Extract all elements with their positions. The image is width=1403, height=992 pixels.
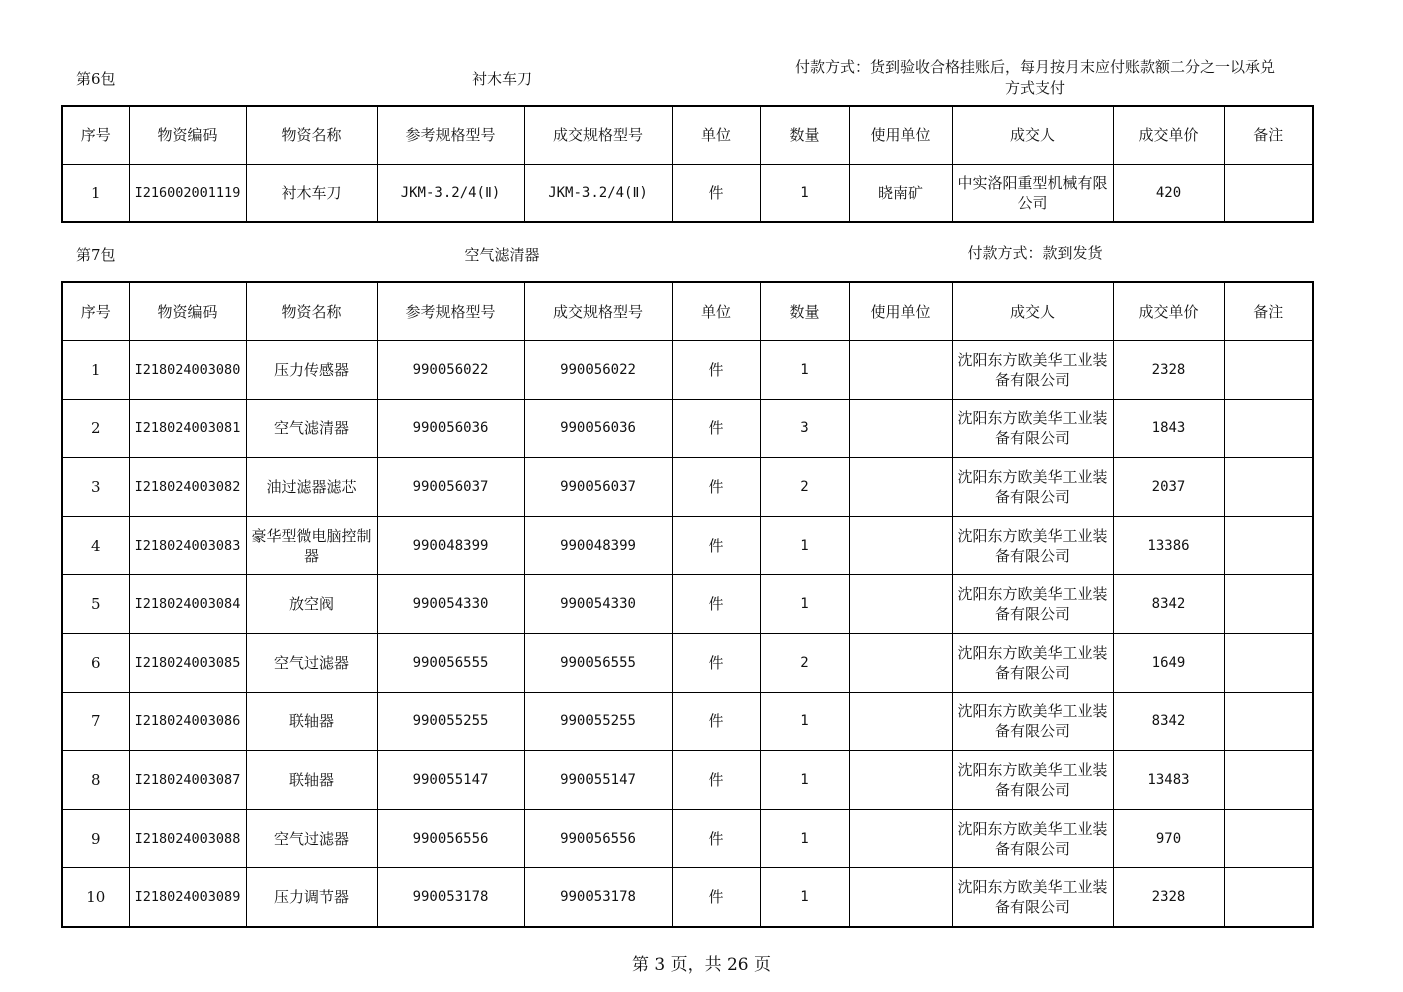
cell-user bbox=[849, 341, 952, 400]
table-row bbox=[62, 516, 1313, 575]
cell-deal-spec: 990056022 bbox=[524, 341, 672, 400]
table-row bbox=[62, 809, 1313, 868]
column-header-no: 序号 bbox=[62, 106, 129, 164]
cell-qty: 1 bbox=[760, 516, 849, 575]
cell-ref-spec: 990056555 bbox=[377, 634, 524, 693]
column-header-deal-spec: 成交规格型号 bbox=[524, 106, 672, 164]
column-header-qty: 数量 bbox=[760, 282, 849, 341]
column-header-user: 使用单位 bbox=[849, 106, 952, 164]
cell-deal-spec: 990056556 bbox=[524, 809, 672, 868]
cell-name: 空气过滤器 bbox=[246, 634, 377, 693]
cell-user: 晓南矿 bbox=[849, 164, 952, 222]
cell-name: 压力调节器 bbox=[246, 868, 377, 927]
cell-price: 2328 bbox=[1113, 341, 1224, 400]
cell-no: 10 bbox=[62, 868, 129, 927]
package6-title: 衬木车刀 bbox=[471, 70, 532, 88]
column-header-code: 物资编码 bbox=[129, 282, 246, 341]
cell-name: 豪华型微电脑控制器 bbox=[246, 516, 377, 575]
column-header-name: 物资名称 bbox=[246, 106, 377, 164]
cell-ref-spec: 990053178 bbox=[377, 868, 524, 927]
column-header-name: 物资名称 bbox=[246, 282, 377, 341]
cell-name: 放空阀 bbox=[246, 575, 377, 634]
table-row bbox=[62, 341, 1313, 400]
table-row bbox=[62, 458, 1313, 517]
package6-payment-line2: 方式支付 bbox=[1004, 79, 1065, 97]
cell-deal-spec: 990056555 bbox=[524, 634, 672, 693]
package6-table bbox=[61, 105, 1314, 223]
package7-label: 第7包 bbox=[76, 246, 116, 264]
cell-ref-spec: JKM-3.2/4(Ⅱ) bbox=[377, 164, 524, 222]
column-header-ref-spec: 参考规格型号 bbox=[377, 106, 524, 164]
column-header-no: 序号 bbox=[62, 282, 129, 341]
cell-user bbox=[849, 634, 952, 693]
cell-name: 空气滤清器 bbox=[246, 399, 377, 458]
cell-ref-spec: 990056556 bbox=[377, 809, 524, 868]
cell-name: 联轴器 bbox=[246, 751, 377, 810]
cell-ref-spec: 990054330 bbox=[377, 575, 524, 634]
cell-unit: 件 bbox=[672, 164, 760, 222]
column-header-vendor: 成交人 bbox=[952, 106, 1113, 164]
cell-user bbox=[849, 692, 952, 751]
cell-name: 油过滤器滤芯 bbox=[246, 458, 377, 517]
column-header-price: 成交单价 bbox=[1113, 282, 1224, 341]
cell-deal-spec: JKM-3.2/4(Ⅱ) bbox=[524, 164, 672, 222]
cell-no: 3 bbox=[62, 458, 129, 517]
column-header-ref-spec: 参考规格型号 bbox=[377, 282, 524, 341]
column-header-note: 备注 bbox=[1224, 282, 1313, 341]
cell-no: 8 bbox=[62, 751, 129, 810]
cell-price: 2328 bbox=[1113, 868, 1224, 927]
cell-unit: 件 bbox=[672, 809, 760, 868]
package7-payment: 付款方式：款到发货 bbox=[967, 244, 1103, 262]
cell-user bbox=[849, 516, 952, 575]
cell-price: 420 bbox=[1113, 164, 1224, 222]
cell-price: 8342 bbox=[1113, 575, 1224, 634]
column-header-code: 物资编码 bbox=[129, 106, 246, 164]
cell-code: I216002001119 bbox=[129, 164, 246, 222]
cell-price: 8342 bbox=[1113, 692, 1224, 751]
cell-note bbox=[1224, 634, 1313, 693]
cell-user bbox=[849, 399, 952, 458]
cell-ref-spec: 990055147 bbox=[377, 751, 524, 810]
cell-price: 1843 bbox=[1113, 399, 1224, 458]
cell-user bbox=[849, 458, 952, 517]
column-header-user: 使用单位 bbox=[849, 282, 952, 341]
cell-code: I218024003084 bbox=[129, 575, 246, 634]
column-header-vendor: 成交人 bbox=[952, 282, 1113, 341]
package7-title: 空气滤清器 bbox=[464, 246, 540, 264]
cell-no: 2 bbox=[62, 399, 129, 458]
column-header-qty: 数量 bbox=[760, 106, 849, 164]
cell-deal-spec: 990048399 bbox=[524, 516, 672, 575]
cell-price: 2037 bbox=[1113, 458, 1224, 517]
cell-vendor: 沈阳东方欧美华工业装备有限公司 bbox=[952, 341, 1113, 400]
cell-no: 4 bbox=[62, 516, 129, 575]
column-header-unit: 单位 bbox=[672, 282, 760, 341]
cell-code: I218024003087 bbox=[129, 751, 246, 810]
cell-user bbox=[849, 868, 952, 927]
cell-price: 13386 bbox=[1113, 516, 1224, 575]
cell-ref-spec: 990056022 bbox=[377, 341, 524, 400]
table-row bbox=[62, 164, 1313, 222]
cell-unit: 件 bbox=[672, 341, 760, 400]
cell-note bbox=[1224, 458, 1313, 517]
cell-unit: 件 bbox=[672, 575, 760, 634]
table-row bbox=[62, 751, 1313, 810]
cell-code: I218024003085 bbox=[129, 634, 246, 693]
cell-no: 6 bbox=[62, 634, 129, 693]
cell-note bbox=[1224, 399, 1313, 458]
cell-code: I218024003086 bbox=[129, 692, 246, 751]
package6-payment-line1: 付款方式：货到验收合格挂账后，每月按月末应付账款额二分之一以承兑 bbox=[794, 58, 1275, 76]
cell-price: 970 bbox=[1113, 809, 1224, 868]
cell-name: 空气过滤器 bbox=[246, 809, 377, 868]
table-row bbox=[62, 634, 1313, 693]
header-row bbox=[62, 106, 1313, 164]
cell-note bbox=[1224, 809, 1313, 868]
table-row bbox=[62, 399, 1313, 458]
cell-vendor: 沈阳东方欧美华工业装备有限公司 bbox=[952, 575, 1113, 634]
cell-deal-spec: 990054330 bbox=[524, 575, 672, 634]
cell-deal-spec: 990056037 bbox=[524, 458, 672, 517]
cell-note bbox=[1224, 575, 1313, 634]
cell-qty: 1 bbox=[760, 341, 849, 400]
cell-unit: 件 bbox=[672, 458, 760, 517]
cell-vendor: 沈阳东方欧美华工业装备有限公司 bbox=[952, 809, 1113, 868]
cell-qty: 1 bbox=[760, 809, 849, 868]
cell-ref-spec: 990056037 bbox=[377, 458, 524, 517]
column-header-deal-spec: 成交规格型号 bbox=[524, 282, 672, 341]
cell-deal-spec: 990056036 bbox=[524, 399, 672, 458]
cell-name: 压力传感器 bbox=[246, 341, 377, 400]
cell-unit: 件 bbox=[672, 751, 760, 810]
cell-vendor: 沈阳东方欧美华工业装备有限公司 bbox=[952, 399, 1113, 458]
cell-code: I218024003088 bbox=[129, 809, 246, 868]
cell-no: 1 bbox=[62, 164, 129, 222]
cell-ref-spec: 990048399 bbox=[377, 516, 524, 575]
cell-qty: 2 bbox=[760, 634, 849, 693]
cell-unit: 件 bbox=[672, 634, 760, 693]
cell-no: 5 bbox=[62, 575, 129, 634]
cell-deal-spec: 990053178 bbox=[524, 868, 672, 927]
package7-table bbox=[61, 281, 1314, 928]
cell-vendor: 沈阳东方欧美华工业装备有限公司 bbox=[952, 868, 1113, 927]
cell-unit: 件 bbox=[672, 868, 760, 927]
column-header-price: 成交单价 bbox=[1113, 106, 1224, 164]
cell-unit: 件 bbox=[672, 399, 760, 458]
cell-code: I218024003089 bbox=[129, 868, 246, 927]
cell-qty: 1 bbox=[760, 575, 849, 634]
cell-unit: 件 bbox=[672, 516, 760, 575]
cell-note bbox=[1224, 751, 1313, 810]
cell-vendor: 中实洛阳重型机械有限公司 bbox=[952, 164, 1113, 222]
table-row bbox=[62, 575, 1313, 634]
table-row bbox=[62, 692, 1313, 751]
cell-note bbox=[1224, 341, 1313, 400]
package6-payment bbox=[755, 57, 1315, 99]
cell-user bbox=[849, 751, 952, 810]
cell-ref-spec: 990056036 bbox=[377, 399, 524, 458]
cell-code: I218024003082 bbox=[129, 458, 246, 517]
cell-code: I218024003080 bbox=[129, 341, 246, 400]
package6-label: 第6包 bbox=[76, 70, 116, 88]
cell-note bbox=[1224, 164, 1313, 222]
cell-price: 1649 bbox=[1113, 634, 1224, 693]
cell-vendor: 沈阳东方欧美华工业装备有限公司 bbox=[952, 516, 1113, 575]
cell-qty: 2 bbox=[760, 458, 849, 517]
cell-code: I218024003081 bbox=[129, 399, 246, 458]
cell-note bbox=[1224, 692, 1313, 751]
cell-vendor: 沈阳东方欧美华工业装备有限公司 bbox=[952, 458, 1113, 517]
cell-ref-spec: 990055255 bbox=[377, 692, 524, 751]
cell-vendor: 沈阳东方欧美华工业装备有限公司 bbox=[952, 634, 1113, 693]
cell-qty: 1 bbox=[760, 751, 849, 810]
page-footer: 第 3 页，共 26 页 bbox=[631, 955, 772, 975]
cell-note bbox=[1224, 868, 1313, 927]
cell-vendor: 沈阳东方欧美华工业装备有限公司 bbox=[952, 692, 1113, 751]
table-row bbox=[62, 868, 1313, 927]
cell-no: 1 bbox=[62, 341, 129, 400]
cell-note bbox=[1224, 516, 1313, 575]
cell-qty: 1 bbox=[760, 868, 849, 927]
column-header-note: 备注 bbox=[1224, 106, 1313, 164]
cell-deal-spec: 990055147 bbox=[524, 751, 672, 810]
cell-deal-spec: 990055255 bbox=[524, 692, 672, 751]
cell-price: 13483 bbox=[1113, 751, 1224, 810]
cell-user bbox=[849, 809, 952, 868]
cell-qty: 1 bbox=[760, 692, 849, 751]
cell-name: 衬木车刀 bbox=[246, 164, 377, 222]
cell-no: 9 bbox=[62, 809, 129, 868]
cell-name: 联轴器 bbox=[246, 692, 377, 751]
cell-no: 7 bbox=[62, 692, 129, 751]
cell-code: I218024003083 bbox=[129, 516, 246, 575]
column-header-unit: 单位 bbox=[672, 106, 760, 164]
cell-user bbox=[849, 575, 952, 634]
cell-vendor: 沈阳东方欧美华工业装备有限公司 bbox=[952, 751, 1113, 810]
cell-qty: 1 bbox=[760, 164, 849, 222]
cell-qty: 3 bbox=[760, 399, 849, 458]
header-row bbox=[62, 282, 1313, 341]
cell-unit: 件 bbox=[672, 692, 760, 751]
